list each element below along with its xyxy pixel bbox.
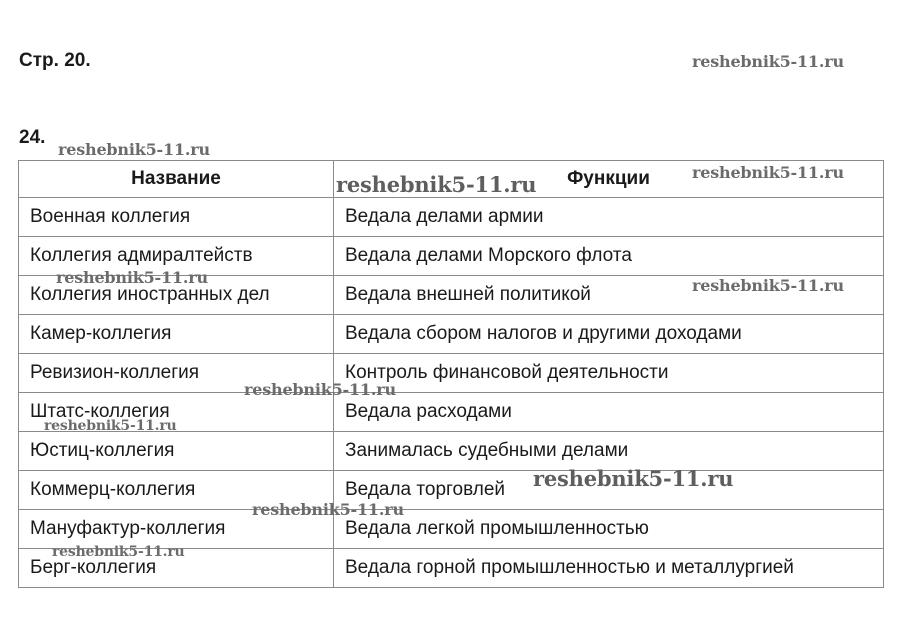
table-row <box>19 354 884 393</box>
cell-name: Коммерц-коллегия <box>19 471 334 510</box>
task-number: 24. <box>19 127 46 148</box>
answer-table <box>18 160 884 588</box>
cell-name: Юстиц-коллегия <box>19 432 334 471</box>
watermark: reshebnik5-11.ru <box>533 466 734 491</box>
table-row <box>19 432 884 471</box>
cell-function: Ведала внешней политикой <box>334 276 884 315</box>
column-header-name: Название <box>19 161 334 198</box>
cell-function: Ведала горной промышленностью и металлургией <box>334 549 884 588</box>
cell-function: Занималась судебными делами <box>334 432 884 471</box>
page-number: Стр. 20. <box>19 50 91 71</box>
cell-name: Коллегия адмиралтейств <box>19 237 334 276</box>
watermark: reshebnik5-11.ru <box>244 380 396 399</box>
cell-function: Ведала делами Морского флота <box>334 237 884 276</box>
watermark: reshebnik5-11.ru <box>56 268 208 287</box>
watermark: reshebnik5-11.ru <box>252 500 404 519</box>
cell-function: Ведала торговлей <box>334 471 884 510</box>
watermark: reshebnik5-11.ru <box>692 163 844 182</box>
table-row <box>19 471 884 510</box>
watermark: reshebnik5-11.ru <box>336 172 537 197</box>
cell-function: Контроль финансовой деятельности <box>334 354 884 393</box>
cell-name: Штатс-коллегия <box>19 393 334 432</box>
watermark: reshebnik5-11.ru <box>692 276 844 295</box>
cell-name: Берг-коллегия <box>19 549 334 588</box>
watermark: reshebnik5-11.ru <box>58 140 210 159</box>
cell-function: Ведала делами армии <box>334 198 884 237</box>
table-row <box>19 315 884 354</box>
cell-name: Камер-коллегия <box>19 315 334 354</box>
cell-name: Коллегия иностранных дел <box>19 276 334 315</box>
column-header-functions: Функции <box>334 161 884 198</box>
watermark: reshebnik5-11.ru <box>52 544 185 560</box>
cell-name: Мануфактур-коллегия <box>19 510 334 549</box>
cell-function: Ведала сбором налогов и другими доходами <box>334 315 884 354</box>
table-row <box>19 510 884 549</box>
cell-function: Ведала расходами <box>334 393 884 432</box>
watermark: reshebnik5-11.ru <box>44 418 177 434</box>
cell-function: Ведала легкой промышленностью <box>334 510 884 549</box>
cell-name: Военная коллегия <box>19 198 334 237</box>
watermark: reshebnik5-11.ru <box>692 52 844 71</box>
cell-name: Ревизион-коллегия <box>19 354 334 393</box>
table-row <box>19 198 884 237</box>
